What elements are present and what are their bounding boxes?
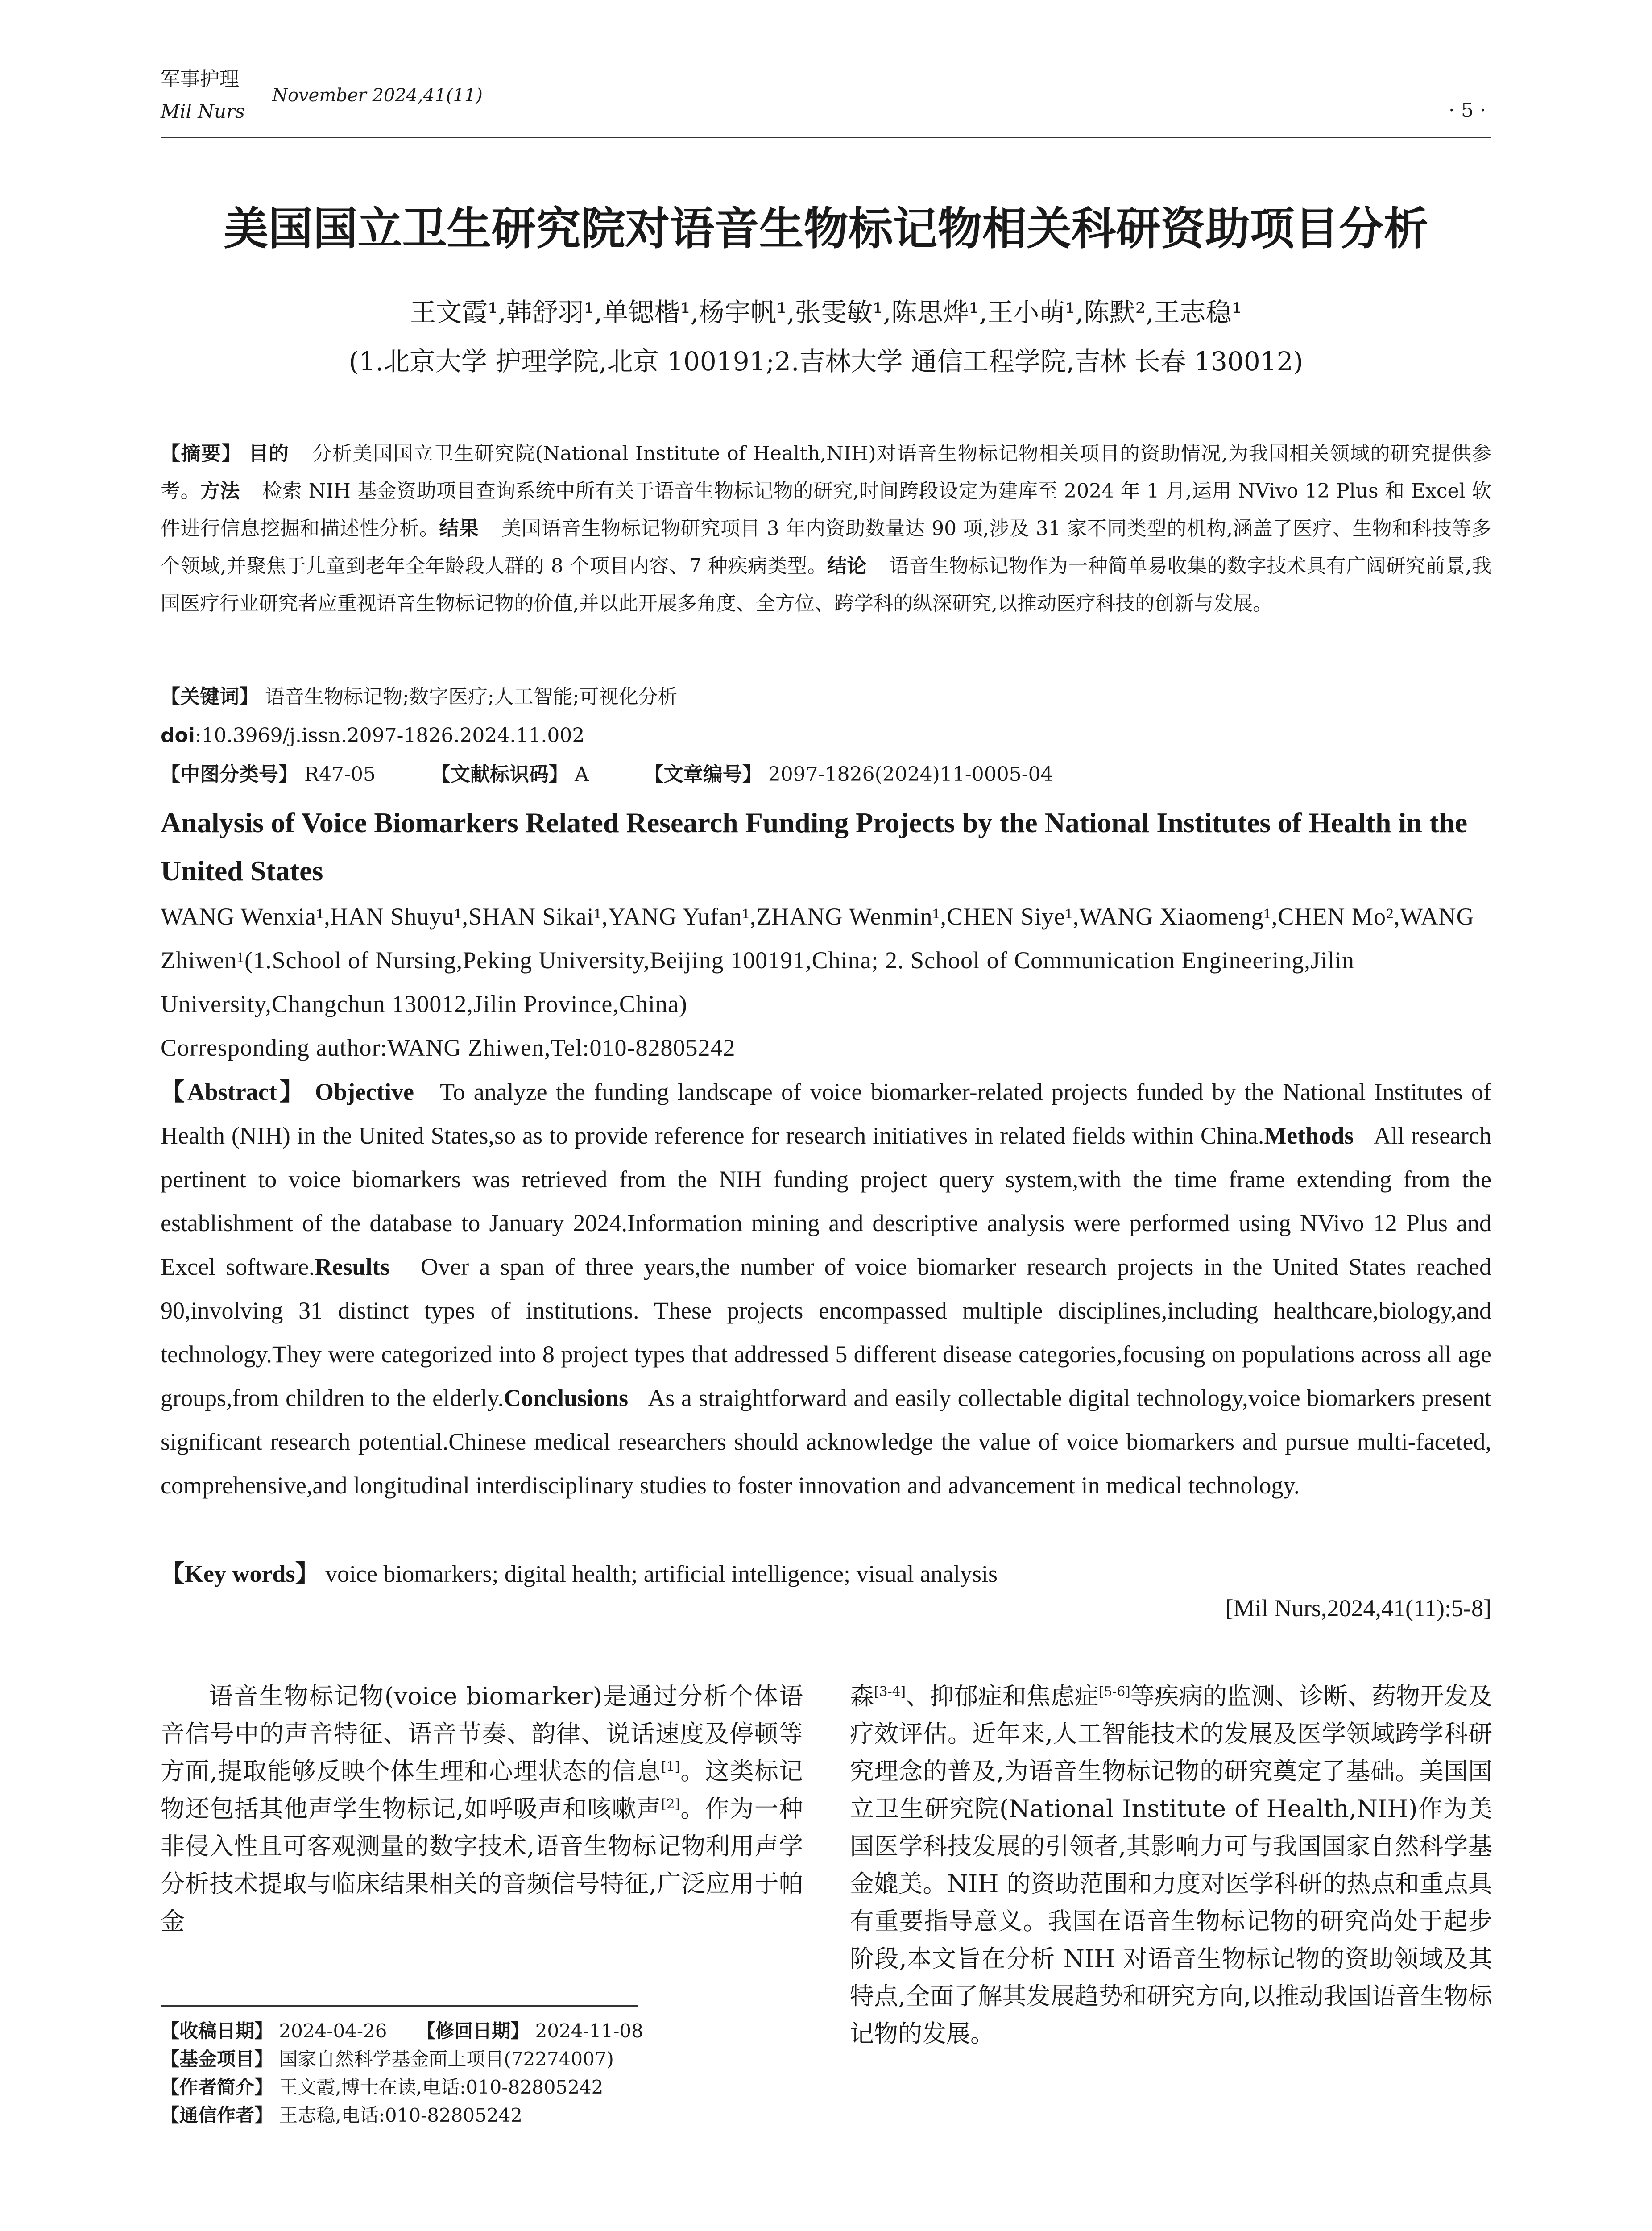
reference-1[interactable]: [1] [661, 1759, 680, 1775]
author-bio-label: 【作者简介】 [161, 2076, 273, 2098]
article-title-cn: 美国国立卫生研究院对语音生物标记物相关科研资助项目分析 [224, 203, 1428, 255]
footnote-fund [161, 2045, 803, 2073]
doc-code-label: 【文献标识码】 [431, 763, 568, 786]
body-column-left [161, 1678, 803, 1940]
body-right-text-3: 等疾病的监测、诊断、药物开发及疗效评估。近年来,人工智能技术的发展及医学领域跨学科研究理念的普及,为语音生物标记物的研究奠定了基础。美国国立卫生研究院(National Institute of Health,NIH)作为美国医学科技发展的引领者,其影响力可与我国国家自然科学基金媲美。NIH 的资助范围和力度对医学科研的热点和重点具有重要指导意义。我国在语音生物标记物的研究尚处于起步阶段,本文旨在分析 NIH 对语音生物标记物的资助领域及其特点,全面了解其发展趋势和研究方向,以推动我国语音生物标记物的发展。 [850, 1682, 1493, 2048]
received-date: 2024-04-26 [279, 2020, 387, 2042]
results-label: 结果 [439, 517, 479, 540]
article-number-value: 2097-1826(2024)11-0005-04 [768, 763, 1053, 786]
fund-label: 【基金项目】 [161, 2048, 273, 2070]
objective-text: 分析美国国立卫生研究院(National Institute of Health,NIH)对语音生物标记物相关项目的资助情况,为我国相关领域的研究提供参考。 [161, 442, 1492, 502]
body-right-text-2: 、抑郁症和焦虑症 [906, 1682, 1099, 1710]
fund-text: 国家自然科学基金面上项目(72274007) [279, 2048, 614, 2070]
page-number: · 5 · [1449, 99, 1486, 122]
classification-line [161, 756, 1491, 793]
body-right-text-1: 森 [850, 1682, 874, 1710]
received-label: 【收稿日期】 [161, 2020, 273, 2042]
reference-2[interactable]: [2] [661, 1796, 680, 1812]
body-left-text-2: 。这类标记物还包括其他声学生物标记,如呼吸声和咳嗽声 [161, 1757, 803, 1823]
author-bio-text: 王文霞,博士在读,电话:010-82805242 [279, 2076, 604, 2098]
footnote-rule [161, 2005, 638, 2007]
methods-en-text: All research pertinent to voice biomarkers was retrieved from the NIH funding project query system,with the time frame extending from the establishment of the database to January 2024.Information mining and descriptive analysis were performed using NVivo 12 Plus and Excel software. [161, 1122, 1492, 1280]
results-en-text: Over a span of three years,the number of voice biomarker research projects in the United States reached 90,involving 31 distinct types of institutions. These projects encompassed multiple disciplines,including healthcare,biology,and technology.They were categorized into 8 project types that addressed 5 different disease categories,focusing on populations across all age groups,from children to the elderly. [161, 1253, 1492, 1411]
methods-text: 检索 NIH 基金资助项目查询系统中所有关于语音生物标记物的研究,时间跨段设定为建库至 2024 年 1 月,运用 NVivo 12 Plus 和 Excel 软件进行信息挖掘和描述性分析。 [161, 480, 1492, 540]
reference-4[interactable]: [5-6] [1098, 1684, 1130, 1700]
conclusions-label: 结论 [827, 555, 867, 577]
citation: [Mil Nurs,2024,41(11):5-8] [1225, 1595, 1491, 1621]
corresponding-label: 【通信作者】 [161, 2104, 273, 2126]
header-rule [161, 137, 1491, 138]
journal-issue: November 2024,41(11) [272, 85, 483, 106]
author-list-en: WANG Wenxia¹,HAN Shuyu¹,SHAN Sikai¹,YANG Yufan¹,ZHANG Wenmin¹,CHEN Siye¹,WANG Xiaomeng¹,CHEN Mo²,WANG Zhiwen¹(1.School of Nursing,Peking University,Beijing 100191,China; 2. School of Communication Engineering,Jilin University,Changchun 130012,Jilin Province,China) [161, 903, 1474, 1017]
footnote-corresponding [161, 2101, 803, 2129]
doi-link[interactable]: :10.3969/j.issn.2097-1826.2024.11.002 [195, 724, 585, 747]
conclusions-text: 语音生物标记物作为一种简单易收集的数字技术具有广阔研究前景,我国医疗行业研究者应重视语音生物标记物的价值,并以此开展多角度、全方位、跨学科的纵深研究,以推动医疗科技的创新与发展。 [161, 555, 1492, 615]
keywords-label: 【关键词】 [161, 685, 259, 708]
corresponding-author: Corresponding author:WANG Zhiwen,Tel:010-82805242 [161, 1034, 736, 1061]
corresponding-text: 王志稳,电话:010-82805242 [279, 2104, 523, 2126]
doi-label: doi [161, 724, 195, 747]
body-left-text-1: 语音生物标记物(voice biomarker)是通过分析个体语音信号中的声音特征、语音节奏、韵律、说话速度及停顿等方面,提取能够反映个体生理和心理状态的信息 [161, 1682, 803, 1785]
clc-value: R47-05 [304, 763, 376, 786]
keywords-cn [161, 678, 1491, 716]
doc-code-value: A [574, 763, 589, 786]
conclusions-en-text: As a straightforward and easily collectable digital technology,voice biomarkers present significant research potential.Chinese medical researchers should acknowledge the value of voice biomarkers and pursue multi-faceted, comprehensive,and longitudinal interdisciplinary studies to foster innovation and advancement in medical technology. [161, 1385, 1491, 1499]
footnote-author [161, 2073, 803, 2101]
clc-label: 【中图分类号】 [161, 763, 298, 786]
objective-en-label: Objective [315, 1078, 414, 1105]
affiliations-cn: (1.北京大学 护理学院,北京 100191;2.吉林大学 通信工程学院,吉林 长春 130012) [348, 346, 1304, 377]
keywords-text: 语音生物标记物;数字医疗;人工智能;可视化分析 [265, 685, 678, 708]
body-column-right [850, 1678, 1492, 2053]
keywords-en-text: voice biomarkers; digital health; artificial intelligence; visual analysis [325, 1560, 998, 1587]
methods-en-label: Methods [1264, 1122, 1354, 1149]
abstract-en-label: 【Abstract】 [161, 1078, 306, 1105]
objective-en-text: To analyze the funding landscape of voice biomarker-related projects funded by the National Institutes of Health (NIH) in the United States,so as to provide reference for research initiatives in related fields within China. [161, 1078, 1492, 1149]
abstract-label: 【摘要】 [161, 442, 242, 465]
keywords-en-label: 【Key words】 [161, 1560, 319, 1587]
abstract-en [161, 1070, 1491, 1507]
results-en-label: Results [315, 1253, 390, 1280]
abstract-cn [161, 435, 1491, 622]
reference-3[interactable]: [3-4] [874, 1684, 906, 1700]
article-number-label: 【文章编号】 [644, 763, 762, 786]
article-title-en: Analysis of Voice Biomarkers Related Research Funding Projects by the National Institutes of Health in the United States [161, 807, 1468, 887]
author-list-cn: 王文霞¹,韩舒羽¹,单锶楷¹,杨宇帆¹,张雯敏¹,陈思烨¹,王小萌¹,陈默²,王志稳¹ [410, 297, 1242, 328]
doi-line [161, 717, 1491, 755]
revised-label: 【修回日期】 [417, 2020, 530, 2042]
results-text: 美国语音生物标记物研究项目 3 年内资助数量达 90 项,涉及 31 家不同类型的机构,涵盖了医疗、生物和科技等多个领域,并聚焦于儿童到老年全年龄段人群的 8 个项目内容、7 种疾病类型。 [161, 517, 1492, 577]
conclusions-en-label: Conclusions [504, 1385, 629, 1411]
keywords-en [161, 1552, 1491, 1596]
footnotes [161, 2017, 803, 2129]
objective-label: 目的 [248, 442, 290, 465]
journal-name-cn: 军事护理 [161, 68, 239, 91]
journal-name-en: Mil Nurs [161, 100, 245, 122]
body-left-text-3: 。作为一种非侵入性且可客观测量的数字技术,语音生物标记物利用声学分析技术提取与临床结果相关的音频信号特征,广泛应用于帕金 [161, 1795, 803, 1935]
revised-date: 2024-11-08 [535, 2020, 643, 2042]
methods-label: 方法 [200, 480, 240, 502]
footnote-dates [161, 2017, 803, 2045]
